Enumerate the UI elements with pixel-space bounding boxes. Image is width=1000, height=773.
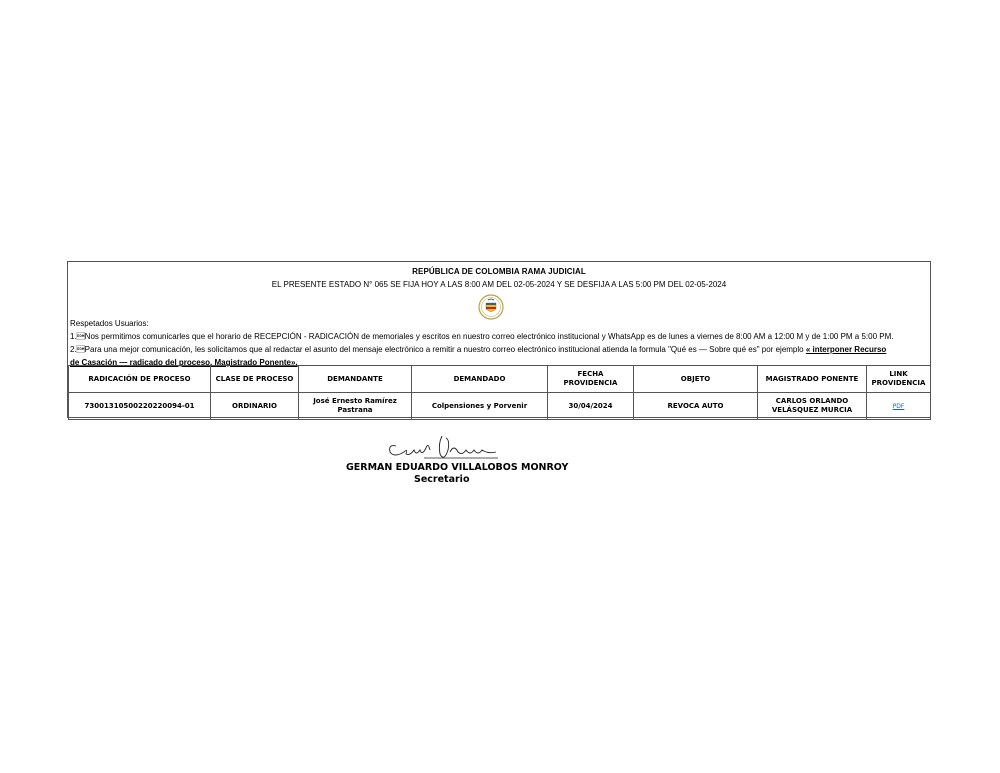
notice-block [70,317,930,369]
notice-item-2-text: 2.Para una mejor comunicación, les solicitamos que al redactar el asunto del mensaje electrónico a remitir a nuestro correo electrónico institucional atienda la formula "Qué es — Sobre qué es" por ejemplo [70,345,806,354]
col-header-objeto: OBJETO [634,366,758,393]
col-header-clase: CLASE DE PROCESO [211,366,299,393]
col-header-link: LINK PROVIDENCIA [867,366,931,393]
table-row [69,393,931,420]
notice-item-2 [70,343,930,356]
notice-greeting: Respetados Usuarios: [70,319,149,328]
col-header-fecha: FECHA PROVIDENCIA [548,366,634,393]
signatory-name: GERMAN EDUARDO VILLALOBOS MONROY [346,462,569,473]
table-header-row [69,366,931,393]
notice-item-1: 1.Nos permitimos comunicarles que el horario de RECEPCIÓN - RADICACIÓN de memoriales y escritos en nuestro correo electrónico institucional y WhatsApp es de lunes a viernes de 8:00 AM a 12:00 M y de 1:00 PM a 5:00 PM. [70,332,894,341]
handwritten-signature-icon [384,432,504,464]
estado-line: EL PRESENTE ESTADO N° 065 SE FIJA HOY A LAS 8:00 AM DEL 02-05-2024 Y SE DESFIJA A LAS 5:00 PM DEL 02-05-2024 [271,280,727,289]
cell-objeto: REVOCA AUTO [634,393,758,420]
cell-link [867,393,931,420]
col-header-demandante: DEMANDANTE [299,366,412,393]
col-header-demandado: DEMANDADO [412,366,548,393]
cell-magistrado: CARLOS ORLANDO VELÁSQUEZ MURCIA [758,393,867,420]
cell-radicacion: 73001310500220220094-01 [69,393,211,420]
pdf-link[interactable]: PDF [892,402,905,410]
page-title: REPÚBLICA DE COLOMBIA RAMA JUDICIAL [412,267,586,276]
notice-example-a: « interponer Recurso [805,345,887,354]
cell-demandante: José Ernesto Ramírez Pastrana [299,393,412,420]
cell-clase: ORDINARIO [211,393,299,420]
signatory-role: Secretario [414,474,470,485]
estado-sheet [67,261,931,418]
col-header-radicacion: RADICACIÓN DE PROCESO [69,366,211,393]
estado-table [68,365,931,420]
cell-fecha: 30/04/2024 [548,393,634,420]
notice-example-b: de Casación — radicado del proceso, Magistrado Ponente». [70,358,298,367]
col-header-magistrado: MAGISTRADO PONENTE [758,366,867,393]
cell-demandado: Colpensiones y Porvenir [412,393,548,420]
